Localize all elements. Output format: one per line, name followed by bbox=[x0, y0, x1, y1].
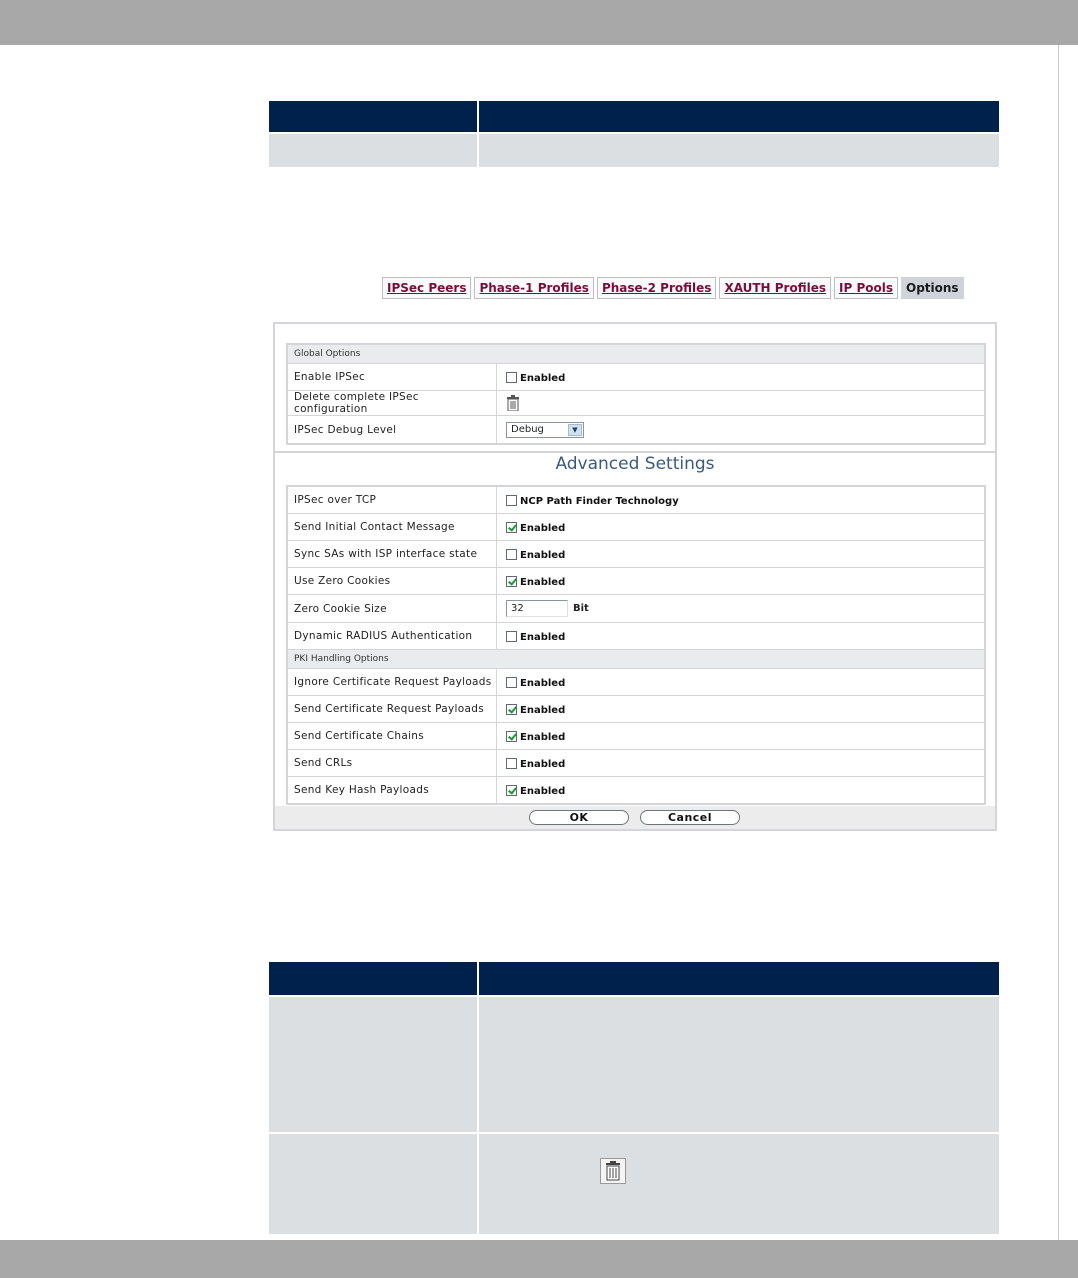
field-label: IPSec Debug Level bbox=[288, 416, 497, 443]
button-bar bbox=[275, 806, 995, 829]
trash-icon bbox=[600, 1158, 626, 1184]
chevron-down-icon: ▼ bbox=[568, 424, 582, 436]
row-send-cert-chains bbox=[288, 722, 984, 749]
send-cert-req-checkbox[interactable] bbox=[506, 704, 517, 715]
field-label: Zero Cookie Size bbox=[288, 595, 497, 622]
select-value: Debug bbox=[511, 424, 544, 435]
tab-options[interactable]: Options bbox=[901, 277, 964, 299]
checkbox-label: Enabled bbox=[520, 523, 566, 534]
field-label: Send Certificate Request Payloads bbox=[288, 696, 497, 722]
table-header-row bbox=[269, 962, 999, 996]
row-send-crls bbox=[288, 749, 984, 776]
field-label: Sync SAs with ISP interface state bbox=[288, 541, 497, 567]
send-crls-checkbox[interactable] bbox=[506, 758, 517, 769]
zero-cookies-checkbox[interactable] bbox=[506, 576, 517, 587]
doc-table-bottom bbox=[269, 962, 999, 1234]
cancel-button[interactable]: Cancel bbox=[640, 810, 740, 825]
field-label: Use Zero Cookies bbox=[288, 568, 497, 594]
send-key-hash-checkbox[interactable] bbox=[506, 785, 517, 796]
enable-ipsec-checkbox[interactable] bbox=[506, 372, 517, 383]
row-ignore-cert-req bbox=[288, 668, 984, 695]
tab-phase1-profiles[interactable]: Phase-1 Profiles bbox=[474, 277, 593, 299]
row-initial-contact bbox=[288, 513, 984, 540]
table-header-row bbox=[269, 101, 999, 133]
table-cell bbox=[269, 1133, 478, 1234]
initial-contact-checkbox[interactable] bbox=[506, 522, 517, 533]
row-debug-level bbox=[288, 415, 984, 443]
table-cell bbox=[478, 1133, 999, 1234]
row-radius-auth bbox=[288, 622, 984, 649]
tab-ipsec-peers[interactable]: IPSec Peers bbox=[382, 277, 471, 299]
table-cell bbox=[269, 133, 478, 167]
checkbox-label: Enabled bbox=[520, 732, 566, 743]
send-cert-chains-checkbox[interactable] bbox=[506, 731, 517, 742]
table-row bbox=[269, 996, 999, 1133]
row-delete-config bbox=[288, 390, 984, 415]
table-cell bbox=[478, 133, 999, 167]
field-label: Send Initial Contact Message bbox=[288, 514, 497, 540]
header-cell bbox=[269, 101, 478, 133]
row-sync-sas bbox=[288, 540, 984, 567]
section-title: PKI Handling Options bbox=[288, 649, 984, 668]
tab-ip-pools[interactable]: IP Pools bbox=[834, 277, 898, 299]
checkbox-label: NCP Path Finder Technology bbox=[520, 496, 679, 507]
global-options-group bbox=[286, 343, 986, 445]
advanced-settings-title: Advanced Settings bbox=[555, 454, 715, 474]
table-row bbox=[269, 133, 999, 167]
sync-sas-checkbox[interactable] bbox=[506, 549, 517, 560]
field-label: Send CRLs bbox=[288, 750, 497, 776]
divider bbox=[275, 451, 995, 453]
row-send-cert-req bbox=[288, 695, 984, 722]
checkbox-label: Enabled bbox=[520, 577, 566, 588]
ok-button[interactable]: OK bbox=[529, 810, 629, 825]
field-label: Dynamic RADIUS Authentication bbox=[288, 623, 497, 649]
tab-xauth-profiles[interactable]: XAUTH Profiles bbox=[719, 277, 831, 299]
section-title: Global Options bbox=[288, 345, 984, 363]
row-ipsec-over-tcp bbox=[288, 487, 984, 513]
ignore-cert-req-checkbox[interactable] bbox=[506, 677, 517, 688]
checkbox-label: Enabled bbox=[520, 550, 566, 561]
page-margin-line bbox=[1058, 45, 1059, 1240]
field-label: Enable IPSec bbox=[288, 364, 497, 390]
field-label: Ignore Certificate Request Payloads bbox=[288, 669, 497, 695]
advanced-settings-group bbox=[286, 485, 986, 805]
page-top-bar bbox=[0, 0, 1078, 45]
checkbox-label: Enabled bbox=[520, 759, 566, 770]
debug-level-select[interactable] bbox=[506, 422, 584, 438]
ipsec-over-tcp-checkbox[interactable] bbox=[506, 495, 517, 506]
tab-phase2-profiles[interactable]: Phase-2 Profiles bbox=[597, 277, 716, 299]
header-cell bbox=[478, 101, 999, 133]
header-cell bbox=[478, 962, 999, 996]
field-label: IPSec over TCP bbox=[288, 487, 497, 513]
table-cell bbox=[269, 996, 478, 1133]
trash-icon[interactable] bbox=[506, 395, 520, 411]
field-label: Send Key Hash Payloads bbox=[288, 777, 497, 803]
row-zero-cookie-size bbox=[288, 594, 984, 622]
checkbox-label: Enabled bbox=[520, 705, 566, 716]
row-zero-cookies bbox=[288, 567, 984, 594]
table-cell bbox=[478, 996, 999, 1133]
page-bottom-bar bbox=[0, 1240, 1078, 1278]
field-label: Delete complete IPSec configuration bbox=[288, 391, 497, 415]
checkbox-label: Enabled bbox=[520, 373, 566, 384]
radius-auth-checkbox[interactable] bbox=[506, 631, 517, 642]
header-cell bbox=[269, 962, 478, 996]
table-row bbox=[269, 1133, 999, 1234]
options-panel bbox=[273, 322, 997, 831]
tab-bar bbox=[382, 277, 964, 301]
row-enable-ipsec bbox=[288, 363, 984, 390]
unit-label: Bit bbox=[573, 603, 589, 614]
zero-cookie-size-input[interactable]: 32 bbox=[506, 600, 568, 617]
checkbox-label: Enabled bbox=[520, 678, 566, 689]
doc-table-top bbox=[269, 101, 999, 167]
checkbox-label: Enabled bbox=[520, 786, 566, 797]
checkbox-label: Enabled bbox=[520, 632, 566, 643]
row-send-key-hash bbox=[288, 776, 984, 803]
field-label: Send Certificate Chains bbox=[288, 723, 497, 749]
